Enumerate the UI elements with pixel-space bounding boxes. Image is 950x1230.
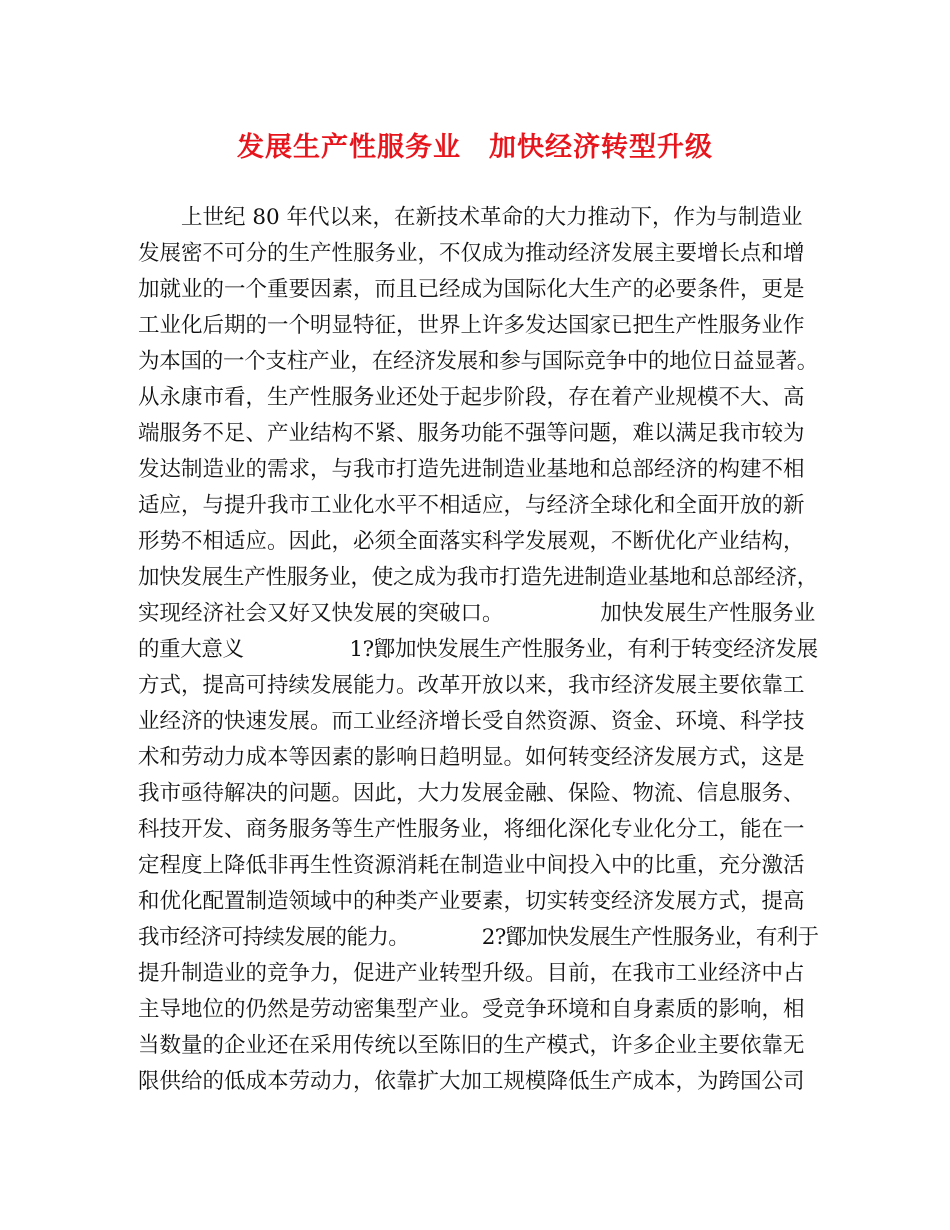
body-line: 定程度上降低非再生性资源消耗在制造业中间投入中的比重，充分激活: [138, 853, 805, 878]
body-line: 为本国的一个支柱产业，在经济发展和参与国际竞争中的地位日益显著。: [138, 349, 818, 374]
body-line: 我市经济可持续发展的能力。 2?鄮加快发展生产性服务业，有利于: [138, 925, 818, 950]
document-title: 发展生产性服务业 加快经济转型升级: [237, 132, 713, 163]
body-line: 实现经济社会又好又快发展的突破口。 加快发展生产性服务业: [138, 601, 816, 626]
body-line: 形势不相适应。因此，必须全面落实科学发展观，不断优化产业结构，: [138, 529, 805, 554]
body-line: 加就业的一个重要因素，而且已经成为国际化大生产的必要条件，更是: [138, 277, 805, 302]
body-line: 业经济的快速发展。而工业经济增长受自然资源、资金、环境、科学技: [138, 709, 805, 734]
document-body: [138, 200, 818, 1100]
body-line: 端服务不足、产业结构不紧、服务功能不强等问题，难以满足我市较为: [138, 421, 805, 446]
body-line: 发达制造业的需求，与我市打造先进制造业基地和总部经济的构建不相: [138, 457, 805, 482]
body-line: 主导地位的仍然是劳动密集型产业。受竞争环境和自身素质的影响，相: [138, 997, 805, 1022]
body-line: 适应，与提升我市工业化水平不相适应，与经济全球化和全面开放的新: [138, 493, 805, 518]
body-line: 和优化配置制造领域中的种类产业要素，切实转变经济发展方式，提高: [138, 889, 805, 914]
body-line: 加快发展生产性服务业，使之成为我市打造先进制造业基地和总部经济，: [138, 565, 818, 590]
body-line: 提升制造业的竞争力，促进产业转型升级。目前，在我市工业经济中占: [138, 961, 805, 986]
body-line: 上世纪 80 年代以来，在新技术革命的大力推动下，作为与制造业: [138, 205, 803, 230]
body-line: 方式，提高可持续发展能力。改革开放以来，我市经济发展主要依靠工: [138, 673, 805, 698]
body-line: 术和劳动力成本等因素的影响日趋明显。如何转变经济发展方式，这是: [138, 745, 805, 770]
body-line: 科技开发、商务服务等生产性服务业，将细化深化专业化分工，能在一: [138, 817, 805, 842]
body-line: 我市亟待解决的问题。因此，大力发展金融、保险、物流、信息服务、: [138, 781, 805, 806]
body-line: 当数量的企业还在采用传统以至陈旧的生产模式，许多企业主要依靠无: [138, 1033, 805, 1058]
body-line: 限供给的低成本劳动力，依靠扩大加工规模降低生产成本，为跨国公司: [138, 1069, 805, 1094]
body-line: 发展密不可分的生产性服务业，不仅成为推动经济发展主要增长点和增: [138, 241, 805, 266]
body-line: 的重大意义 1?鄮加快发展生产性服务业，有利于转变经济发展: [138, 637, 818, 662]
body-line: 从永康市看，生产性服务业还处于起步阶段，存在着产业规模不大、高: [138, 385, 805, 410]
body-line: 工业化后期的一个明显特征，世界上许多发达国家已把生产性服务业作: [138, 313, 805, 338]
